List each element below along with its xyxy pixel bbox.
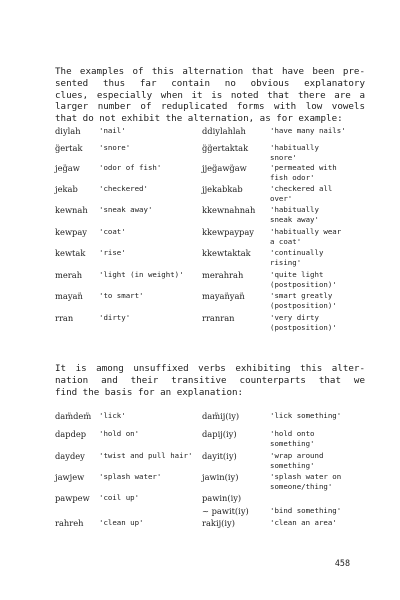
paragraph-line: clues, especially when it is noted that there are a [55,89,365,101]
reduplicated-gloss-line: a coat' [270,237,302,246]
reduplicated-gloss-line: 'checkered all [270,184,333,193]
reduplicated-gloss-line: over' [270,194,293,203]
word-gloss [99,518,144,528]
reduplicated-gloss [270,270,337,290]
reduplicated-gloss-line: 'habitually wear [270,227,342,236]
reduplicated-gloss [270,518,337,528]
word-gloss-line: 'nail' [99,126,126,135]
reduplicated-form: merahrah [202,270,244,280]
word-gloss-line: 'twist and pull hair' [99,451,193,460]
word-gloss-line: 'hold on' [99,429,140,438]
reduplicated-gloss [270,313,337,333]
reduplicated-form: jjekabkab [202,184,243,194]
reduplicated-form: kkewtaktak [202,248,251,258]
reduplicated-gloss [270,429,315,449]
word-gloss [99,270,184,280]
reduplicated-form: dam̈ij(iy) [202,411,240,421]
word-gloss [99,411,126,421]
reduplicated-form: kkewpaypay [202,227,254,237]
word-gloss [99,472,161,482]
word-gloss-line: 'checkered' [99,184,148,193]
word-gloss [99,291,144,301]
reduplicated-gloss [270,472,341,492]
reduplicated-gloss-line: rising' [270,258,302,267]
word-gloss-line: 'clean up' [99,518,144,527]
reduplicated-gloss [270,451,323,471]
word-gloss-line: 'snore' [99,143,131,152]
reduplicated-gloss-line: someone/thing' [270,482,333,491]
word-gloss [99,493,139,503]
reduplicated-gloss-line: 'bind something' [270,506,342,515]
intro-paragraph [55,66,365,125]
reduplicated-gloss-line: 'wrap around [270,451,324,460]
word-gloss-line: 'rise' [99,248,126,257]
reduplicated-gloss-line: 'very dirty [270,313,319,322]
reduplicated-form: g̈g̈ertaktak [202,143,249,153]
word-gloss [99,227,126,237]
word-gloss-line: 'sneak away' [99,205,153,214]
word-form: kewnah [55,205,88,215]
word-gloss [99,143,130,153]
reduplicated-gloss [270,163,337,183]
reduplicated-gloss-line: (postposition)' [270,323,337,332]
reduplicated-gloss-line: fish odor' [270,173,315,182]
reduplicated-form: rakij(iy) [202,518,235,528]
word-gloss [99,126,126,136]
word-form: jekab [55,184,78,194]
word-form: dapdep [55,429,87,439]
word-form: jeg̈aw [55,163,80,173]
word-gloss [99,313,130,323]
paragraph-line: larger number of reduplicated forms with low vowels [55,101,365,113]
second-paragraph [55,363,365,398]
word-gloss [99,205,152,215]
word-gloss-line: 'coil up' [99,493,140,502]
word-gloss-line: 'to smart' [99,291,144,300]
reduplicated-gloss-line: something' [270,439,315,448]
word-form: dam̈dem̈ [55,411,92,421]
word-form: rran [55,313,74,323]
reduplicated-gloss-line: 'habitually [270,205,319,214]
word-gloss-line: 'splash water' [99,472,162,481]
word-gloss-line: 'lick' [99,411,126,420]
reduplicated-gloss [270,184,332,204]
word-form: kewpay [55,227,87,237]
reduplicated-gloss-line: 'habitually [270,143,319,152]
reduplicated-form: jjeg̈awg̈aw [202,163,247,173]
reduplicated-gloss-line: 'lick something' [270,411,342,420]
word-gloss [99,429,139,439]
paragraph-line: that do not exhibit the alternation, as for example: [55,113,343,125]
word-gloss [99,451,192,461]
word-form: mayan̈ [55,291,83,301]
paragraph-line: sented thus far contain no obvious explanatory [55,77,365,89]
reduplicated-gloss [270,227,341,247]
word-form: merah [55,270,83,280]
reduplicated-gloss-line: 'hold onto [270,429,315,438]
reduplicated-gloss-line: something' [270,461,315,470]
reduplicated-gloss [270,126,346,136]
reduplicated-gloss-line: 'continually [270,248,324,257]
reduplicated-gloss [270,205,319,225]
paragraph-line: It is among unsuffixed verbs exhibiting this alter- [55,363,365,374]
word-form: kewtak [55,248,86,258]
word-gloss [99,184,148,194]
word-form: diylah [55,126,81,136]
reduplicated-gloss [270,506,341,516]
reduplicated-form: ~ pawit(iy) [202,506,249,516]
word-gloss-line: 'coat' [99,227,126,236]
word-gloss-line: 'dirty' [99,313,131,322]
word-form: g̈ertak [55,143,83,153]
reduplicated-gloss-line: 'permeated with [270,163,337,172]
reduplicated-form: kkewnahnah [202,205,256,215]
page-number: 458 [334,558,350,568]
reduplicated-gloss-line: (postposition)' [270,301,337,310]
reduplicated-gloss [270,411,341,421]
reduplicated-form: dayit(iy) [202,451,237,461]
reduplicated-gloss-line: (postposition)' [270,280,337,289]
word-form: rahreh [55,518,84,528]
reduplicated-gloss-line: snore' [270,153,297,162]
reduplicated-gloss-line: 'quite light [270,270,324,279]
word-gloss-line: 'odor of fish' [99,163,162,172]
word-form: pawpew [55,493,90,503]
reduplicated-gloss-line: 'have many nails' [270,126,346,135]
paragraph-line: The examples of this alternation that have been pre- [55,66,365,77]
paragraph-line: find the basis for an explanation: [55,386,244,398]
reduplicated-gloss-line: sneak away' [270,215,319,224]
word-form: jawjew [55,472,85,482]
word-gloss [99,163,161,173]
reduplicated-form: ddiylahlah [202,126,246,136]
reduplicated-gloss-line: 'splash water on [270,472,342,481]
reduplicated-gloss-line: 'clean an area' [270,518,337,527]
word-form: daydey [55,451,85,461]
word-gloss [99,248,126,258]
reduplicated-gloss [270,143,319,163]
paragraph-line: nation and their transitive counterparts that we [55,374,365,386]
word-gloss-line: 'light (in weight)' [99,270,184,279]
reduplicated-form: mayan̈yan̈ [202,291,245,301]
reduplicated-form: dapij(iy) [202,429,237,439]
reduplicated-gloss [270,291,337,311]
reduplicated-form: rranran [202,313,235,323]
reduplicated-form: jawin(iy) [202,472,239,482]
reduplicated-gloss-line: 'smart greatly [270,291,333,300]
reduplicated-form: pawin(iy) [202,493,242,503]
reduplicated-gloss [270,248,323,268]
